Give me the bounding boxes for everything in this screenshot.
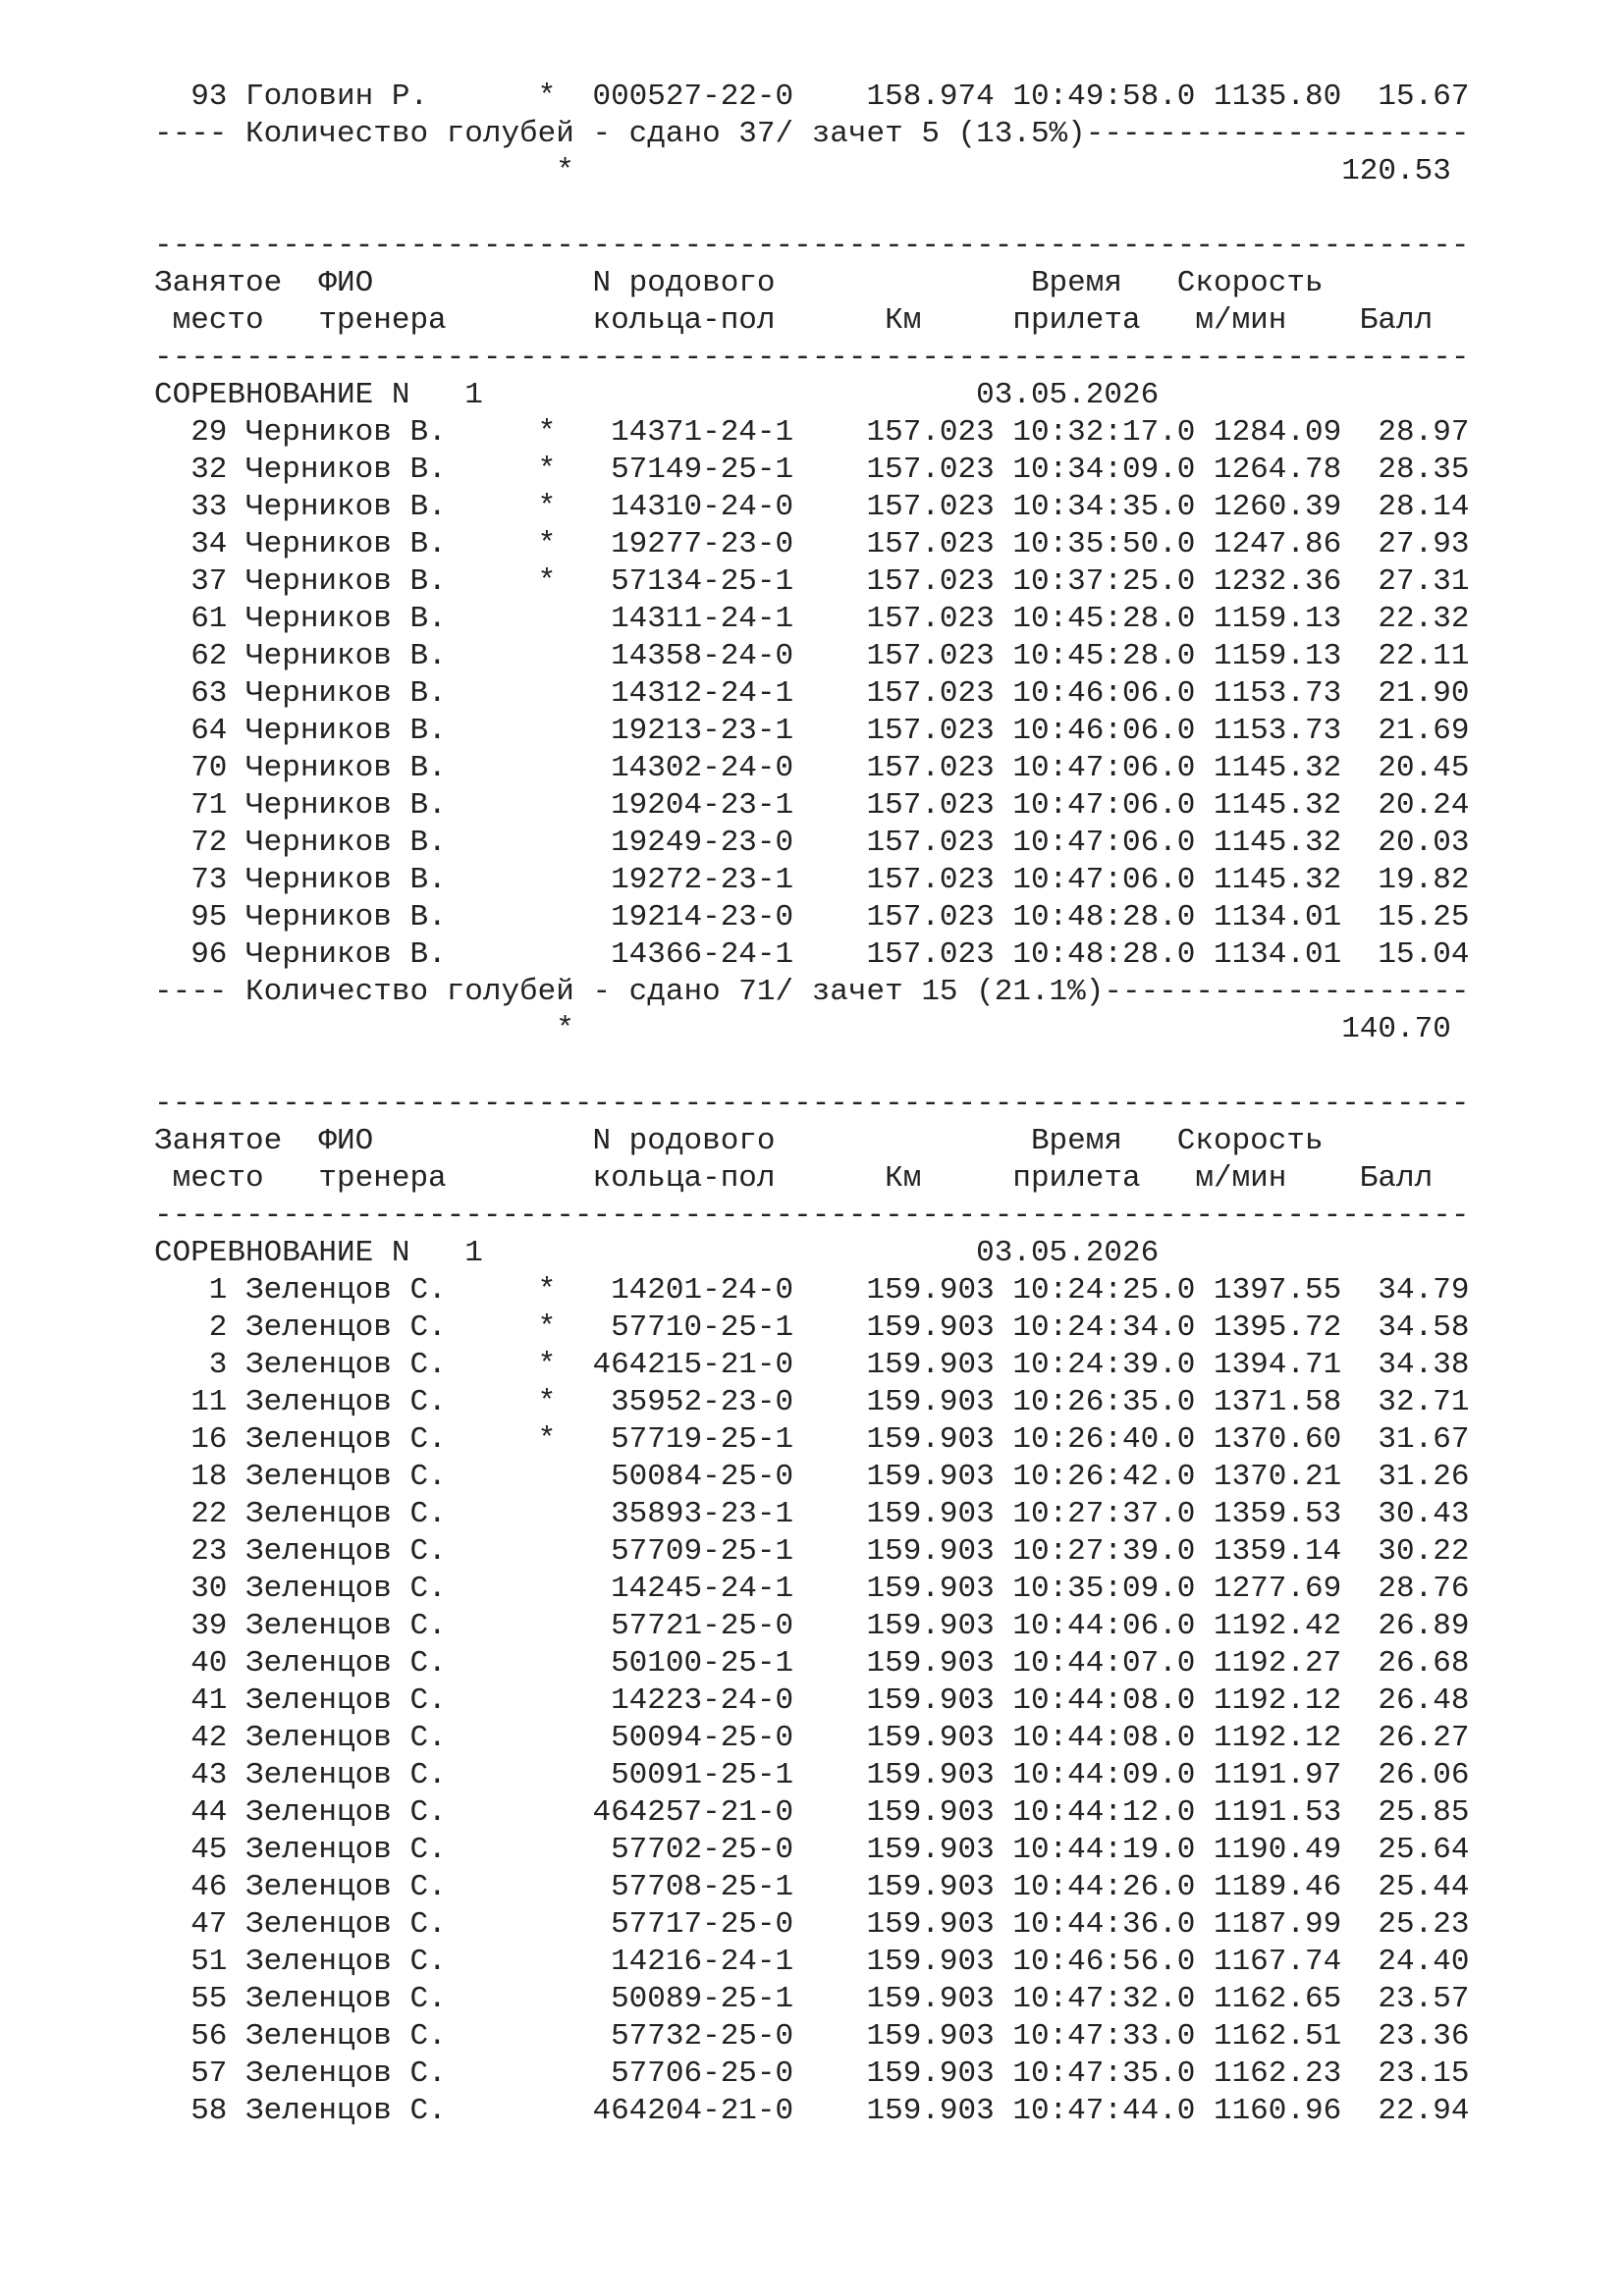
section-summary-line: ---- Количество голубей - сдано 71/ зачет 15 (21.1%)--------------------	[154, 975, 1470, 1009]
table-row: 44 Зеленцов С. 464257-21-0 159.903 10:44:12.0 1191.53 25.85	[154, 1795, 1470, 1830]
table-row: 16 Зеленцов С. * 57719-25-1 159.903 10:26:40.0 1370.60 31.67	[154, 1422, 1470, 1457]
competition-header-line: СОРЕВНОВАНИЕ N 1 03.05.2026	[154, 1236, 1160, 1270]
table-row: 29 Черников В. * 14371-24-1 157.023 10:32:17.0 1284.09 28.97	[154, 415, 1470, 450]
blank-line	[154, 1048, 1469, 1086]
table-row: 39 Зеленцов С. 57721-25-0 159.903 10:44:06.0 1192.42 26.89	[154, 1609, 1470, 1643]
separator-line: ------------------------------------------------------------------------	[154, 229, 1470, 263]
table-row: 42 Зеленцов С. 50094-25-0 159.903 10:44:08.0 1192.12 26.27	[154, 1721, 1470, 1755]
table-row: 41 Зеленцов С. 14223-24-0 159.903 10:44:08.0 1192.12 26.48	[154, 1683, 1470, 1718]
table-row: 72 Черников В. 19249-23-0 157.023 10:47:06.0 1145.32 20.03	[154, 826, 1470, 860]
separator-line: ------------------------------------------------------------------------	[154, 1087, 1470, 1121]
table-row: 45 Зеленцов С. 57702-25-0 159.903 10:44:19.0 1190.49 25.64	[154, 1833, 1470, 1867]
table-row: 1 Зеленцов С. * 14201-24-0 159.903 10:24:25.0 1397.55 34.79	[154, 1273, 1470, 1308]
table-row: 55 Зеленцов С. 50089-25-1 159.903 10:47:32.0 1162.65 23.57	[154, 1982, 1470, 2016]
section-total-line: * 120.53	[154, 154, 1451, 188]
results-report	[154, 79, 1469, 2130]
table-row: 34 Черников В. * 19277-23-0 157.023 10:35:50.0 1247.86 27.93	[154, 527, 1470, 561]
table-row: 51 Зеленцов С. 14216-24-1 159.903 10:46:56.0 1167.74 24.40	[154, 1945, 1470, 1979]
table-row: 58 Зеленцов С. 464204-21-0 159.903 10:47:44.0 1160.96 22.94	[154, 2094, 1470, 2128]
table-row: 46 Зеленцов С. 57708-25-1 159.903 10:44:26.0 1189.46 25.44	[154, 1870, 1470, 1904]
table-row: 30 Зеленцов С. 14245-24-1 159.903 10:35:09.0 1277.69 28.76	[154, 1572, 1470, 1606]
table-row: 56 Зеленцов С. 57732-25-0 159.903 10:47:33.0 1162.51 23.36	[154, 2019, 1470, 2054]
blank-line	[154, 190, 1469, 228]
table-row: 95 Черников В. 19214-23-0 157.023 10:48:28.0 1134.01 15.25	[154, 900, 1470, 934]
competition-header-line: СОРЕВНОВАНИЕ N 1 03.05.2026	[154, 378, 1160, 412]
table-row: 64 Черников В. 19213-23-1 157.023 10:46:06.0 1153.73 21.69	[154, 714, 1470, 748]
table-row: 62 Черников В. 14358-24-0 157.023 10:45:28.0 1159.13 22.11	[154, 639, 1470, 673]
table-row: 73 Черников В. 19272-23-1 157.023 10:47:06.0 1145.32 19.82	[154, 863, 1470, 897]
table-row: 40 Зеленцов С. 50100-25-1 159.903 10:44:07.0 1192.27 26.68	[154, 1646, 1470, 1681]
table-row: 70 Черников В. 14302-24-0 157.023 10:47:06.0 1145.32 20.45	[154, 751, 1470, 785]
table-row: 23 Зеленцов С. 57709-25-1 159.903 10:27:39.0 1359.14 30.22	[154, 1534, 1470, 1569]
section-summary-line: ---- Количество голубей - сдано 37/ зачет 5 (13.5%)---------------------	[154, 117, 1470, 151]
separator-line: ------------------------------------------------------------------------	[154, 341, 1470, 375]
table-row: 93 Головин Р. * 000527-22-0 158.974 10:49:58.0 1135.80 15.67	[154, 80, 1470, 114]
table-row: 57 Зеленцов С. 57706-25-0 159.903 10:47:35.0 1162.23 23.15	[154, 2056, 1470, 2091]
table-row: 96 Черников В. 14366-24-1 157.023 10:48:28.0 1134.01 15.04	[154, 937, 1470, 972]
table-row: 3 Зеленцов С. * 464215-21-0 159.903 10:24:39.0 1394.71 34.38	[154, 1348, 1470, 1382]
table-row: 11 Зеленцов С. * 35952-23-0 159.903 10:26:35.0 1371.58 32.71	[154, 1385, 1470, 1419]
table-row: 61 Черников В. 14311-24-1 157.023 10:45:28.0 1159.13 22.32	[154, 602, 1470, 636]
section-total-line: * 140.70	[154, 1012, 1451, 1046]
table-header-line: место тренера кольца-пол Км прилета м/мин Балл	[154, 1161, 1434, 1196]
table-row: 37 Черников В. * 57134-25-1 157.023 10:37:25.0 1232.36 27.31	[154, 564, 1470, 599]
table-row: 22 Зеленцов С. 35893-23-1 159.903 10:27:37.0 1359.53 30.43	[154, 1497, 1470, 1531]
table-row: 63 Черников В. 14312-24-1 157.023 10:46:06.0 1153.73 21.90	[154, 676, 1470, 711]
table-row: 18 Зеленцов С. 50084-25-0 159.903 10:26:42.0 1370.21 31.26	[154, 1460, 1470, 1494]
table-header-line: место тренера кольца-пол Км прилета м/мин Балл	[154, 303, 1434, 338]
table-row: 33 Черников В. * 14310-24-0 157.023 10:34:35.0 1260.39 28.14	[154, 490, 1470, 524]
table-row: 71 Черников В. 19204-23-1 157.023 10:47:06.0 1145.32 20.24	[154, 788, 1470, 823]
table-row: 2 Зеленцов С. * 57710-25-1 159.903 10:24:34.0 1395.72 34.58	[154, 1310, 1470, 1345]
table-header-line: Занятое ФИО N родового Время Скорость	[154, 1124, 1324, 1158]
table-row: 32 Черников В. * 57149-25-1 157.023 10:34:09.0 1264.78 28.35	[154, 453, 1470, 487]
separator-line: ------------------------------------------------------------------------	[154, 1199, 1470, 1233]
table-header-line: Занятое ФИО N родового Время Скорость	[154, 266, 1324, 300]
table-row: 43 Зеленцов С. 50091-25-1 159.903 10:44:09.0 1191.97 26.06	[154, 1758, 1470, 1792]
table-row: 47 Зеленцов С. 57717-25-0 159.903 10:44:36.0 1187.99 25.23	[154, 1907, 1470, 1942]
